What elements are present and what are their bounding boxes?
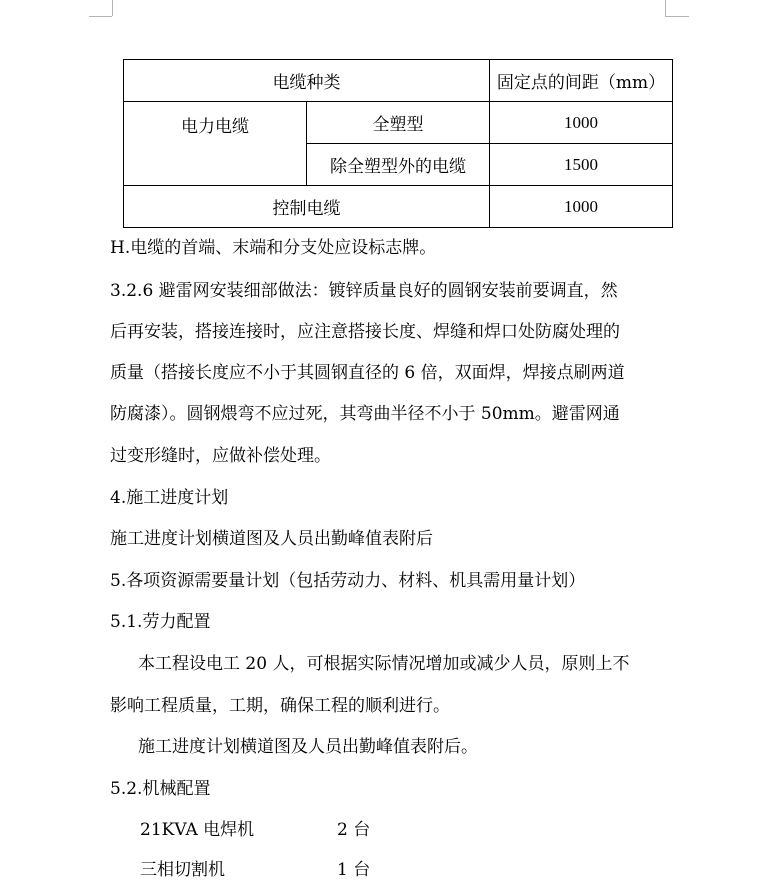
header-cable-type: 电缆种类	[124, 60, 490, 102]
paragraph-line: 3.2.6 避雷网安装细部做法：镀锌质量良好的圆钢安装前要调直，然	[110, 281, 618, 301]
table-header-row	[124, 60, 673, 102]
crop-mark	[112, 0, 113, 16]
spacing-value-cell: 1000	[490, 102, 673, 144]
machine-name: 21KVA 电焊机	[140, 820, 255, 840]
section-heading: 4.施工进度计划	[110, 488, 229, 508]
machine-quantity: 1 台	[337, 860, 371, 880]
subtype-cell: 除全塑型外的电缆	[307, 144, 490, 186]
machine-quantity: 2 台	[337, 820, 371, 840]
paragraph-line: 本工程设电工 20 人，可根据实际情况增加或减少人员，原则上不	[138, 654, 630, 674]
cable-spacing-table	[123, 59, 673, 228]
spacing-value-cell: 1500	[490, 144, 673, 186]
section-heading: 5.2.机械配置	[110, 779, 211, 799]
control-cable-cell: 控制电缆	[124, 186, 490, 228]
header-fixing-spacing: 固定点的间距（mm）	[490, 60, 673, 102]
paragraph-line: 影响工程质量，工期，确保工程的顺利进行。	[110, 696, 450, 716]
paragraph-line: 施工进度计划横道图及人员出勤峰值表附后。	[138, 737, 478, 757]
table-row	[124, 186, 673, 228]
section-heading: 5.各项资源需要量计划（包括劳动力、材料、机具需用量计划）	[110, 571, 586, 591]
machine-name: 三相切割机	[140, 860, 225, 880]
paragraph-line: 过变形缝时，应做补偿处理。	[110, 446, 331, 466]
crop-mark	[665, 16, 689, 17]
subtype-cell: 全塑型	[307, 102, 490, 144]
crop-mark	[665, 0, 666, 16]
power-cable-cell: 电力电缆	[124, 102, 307, 186]
section-heading: 5.1.劳力配置	[110, 612, 211, 632]
paragraph-line: H.电缆的首端、末端和分支处应设标志牌。	[110, 238, 437, 258]
paragraph-line: 防腐漆）。圆钢煨弯不应过死，其弯曲半径不小于 50mm。避雷网通	[110, 404, 620, 424]
table-row	[124, 102, 673, 144]
paragraph-line: 施工进度计划横道图及人员出勤峰值表附后	[110, 529, 433, 549]
crop-mark	[89, 16, 112, 17]
spacing-value-cell: 1000	[490, 186, 673, 228]
paragraph-line: 后再安装，搭接连接时，应注意搭接长度、焊缝和焊口处防腐处理的	[110, 322, 620, 342]
paragraph-line: 质量（搭接长度应不小于其圆钢直径的 6 倍，双面焊，焊接点刷两道	[110, 363, 625, 383]
